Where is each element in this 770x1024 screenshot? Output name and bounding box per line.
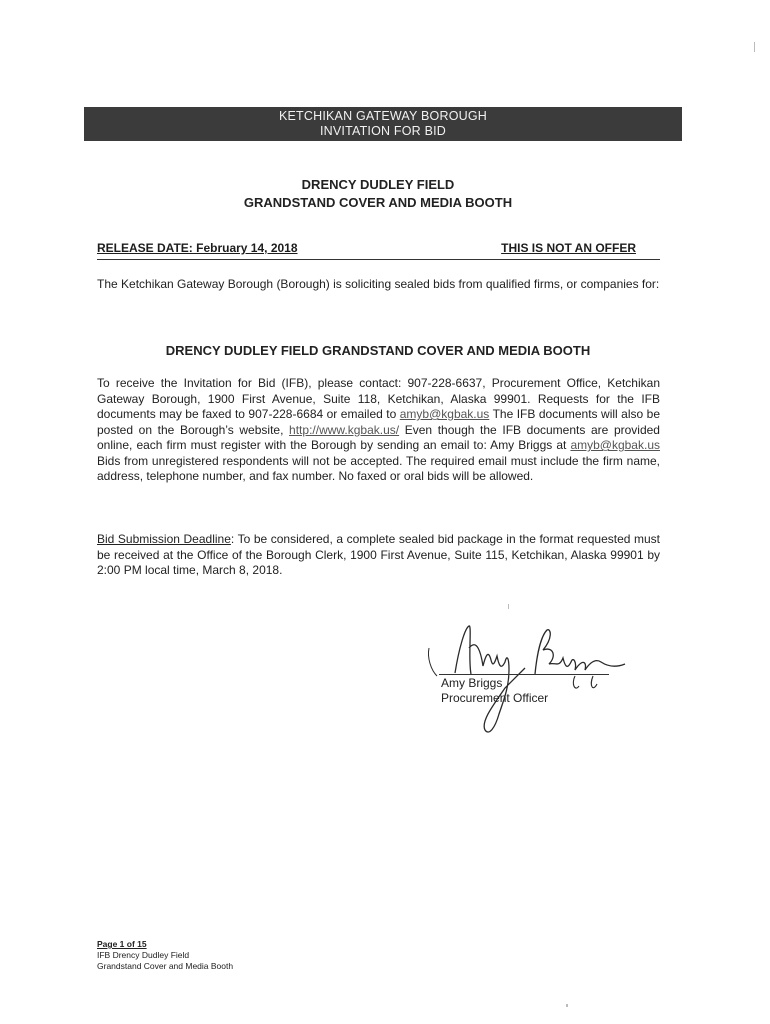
footer-document-name: IFB Drency Dudley Field <box>97 950 190 960</box>
signer-name: Amy Briggs <box>441 676 503 690</box>
header-banner <box>84 107 682 141</box>
project-title <box>84 176 672 212</box>
scan-speck <box>566 1004 568 1007</box>
email-link[interactable]: amyb@kgbak.us <box>399 407 490 421</box>
scan-speck <box>508 604 509 609</box>
signer-title: Procurement Officer <box>441 691 549 705</box>
release-date: RELEASE DATE: February 14, 2018 <box>97 241 298 255</box>
project-title-line2: GRANDSTAND COVER AND MEDIA BOOTH <box>243 195 513 210</box>
scan-speck <box>754 42 755 52</box>
banner-organization: KETCHIKAN GATEWAY BOROUGH <box>278 109 488 123</box>
registration-email-link[interactable]: amyb@kgbak.us <box>570 438 660 452</box>
website-link[interactable]: http://www.kgbak.us/ <box>289 422 400 437</box>
contact-paragraph <box>97 376 660 485</box>
deadline-text: : To be considered, a complete sealed bid package in the format requested must be received at the Office of the Borough Clerk, 1900 First Avenue, Suite 115, Ketchikan, Alaska 99901 by 2:00 PM local time, March 8, 2018. <box>97 532 660 577</box>
not-an-offer-notice: THIS IS NOT AN OFFER <box>501 241 636 255</box>
release-row <box>97 241 660 260</box>
contact-text-1: To receive the Invitation for Bid (IFB), please contact: 907-228-6637, Procurement Office, Ketchikan Gateway Borough, 1900 First Avenue, Suite 118, Ketchikan, Alaska 99901. Requests for the IFB documents may be faxed to 907-228-6684 or emailed to <box>97 376 660 421</box>
contact-text-2: The IFB documents will also be posted on the Borough’s website, <box>97 407 660 437</box>
section-heading: DRENCY DUDLEY FIELD GRANDSTAND COVER AND MEDIA BOOTH <box>165 343 591 358</box>
deadline-label: Bid Submission Deadline <box>97 532 231 546</box>
banner-document-type: INVITATION FOR BID <box>319 124 447 138</box>
deadline-paragraph <box>97 532 660 579</box>
footer-project-name: Grandstand Cover and Media Booth <box>97 961 234 971</box>
signature-line <box>439 674 609 675</box>
contact-text-4: Bids from unregistered respondents will not be accepted. The required email must include the firm name, address, telephone number, and fax number. No faxed or oral bids will be allowed. <box>97 453 660 483</box>
page-footer <box>97 939 233 972</box>
project-title-line1: DRENCY DUDLEY FIELD <box>301 177 455 192</box>
contact-text-3: Even though the IFB documents are provided online, each firm must register with the Borough by sending an email to: Amy Briggs at <box>97 422 660 452</box>
intro-paragraph: The Ketchikan Gateway Borough (Borough) is soliciting sealed bids from qualified firms, or companies for: <box>97 277 660 291</box>
page-number: Page 1 of 15 <box>97 939 147 949</box>
signature-block <box>425 618 645 738</box>
